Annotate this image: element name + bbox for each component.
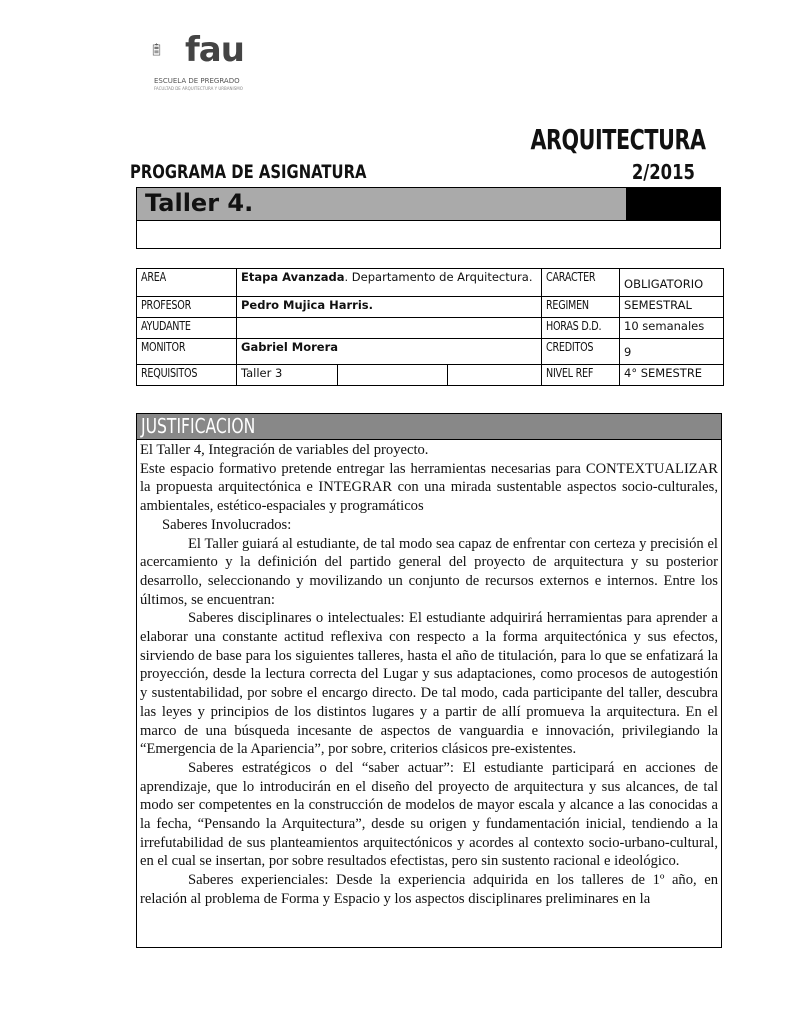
nivel-label: NIVEL REF [542, 365, 620, 386]
info-row-monitor [137, 339, 724, 365]
creditos-label: CREDITOS [542, 339, 620, 365]
area-stage: Etapa Avanzada [241, 270, 345, 284]
requisitos-value: Taller 3 [237, 365, 338, 386]
ayudante-value [237, 318, 542, 339]
justification-section [136, 413, 722, 948]
regimen-label: REGIMEN [542, 297, 620, 318]
career-title: ARQUITECTURA [530, 123, 706, 156]
requisitos-extra-2 [448, 365, 542, 386]
experiential-text: : Desde la experiencia adquirida en los talleres de 1º año, en relación al problema de Forma y Espacio y los aspectos disciplinares preliminares en la [140, 872, 718, 907]
experiential-lead: Saberes experienciales [188, 872, 325, 889]
logo-faculty: FACULTAD DE ARQUITECTURA Y URBANISMO [154, 86, 243, 91]
profesor-value: Pedro Mujica Harris. [237, 297, 542, 318]
area-value [237, 269, 542, 297]
monitor-value: Gabriel Morera [237, 339, 542, 365]
nivel-value: 4° SEMESTRE [620, 365, 724, 386]
info-row-ayudante [137, 318, 724, 339]
course-title-box [136, 187, 721, 249]
area-department: . Departamento de Arquitectura. [344, 270, 533, 284]
justification-paragraph: Saberes Involucrados: [162, 516, 292, 533]
logo-text: fau [185, 30, 244, 70]
area-label: AREA [137, 269, 237, 297]
justification-paragraph: Este espacio formativo pretende entregar las herramientas necesarias para CONTEXTUALIZAR la propuesta arquitectónica e INTEGRAR con una mirada sustentable aspectos socio-culturales, ambientales, estético-espaciales y programáticos [140, 460, 718, 515]
justification-heading: JUSTIFICACION [137, 414, 721, 440]
monitor-label: MONITOR [137, 339, 237, 365]
course-title-bar [137, 188, 627, 221]
term-label: 2/2015 [631, 160, 695, 184]
horas-label: HORAS D.D. [542, 318, 620, 339]
course-title: Taller 4. [145, 189, 254, 217]
regimen-value: SEMESTRAL [620, 297, 724, 318]
ayudante-label: AYUDANTE [137, 318, 237, 339]
info-row-area [137, 269, 724, 297]
program-title: PROGRAMA DE ASIGNATURA [130, 161, 367, 183]
profesor-label: PROFESOR [137, 297, 237, 318]
logo-subtitle: ESCUELA DE PREGRADO [154, 77, 240, 85]
requisitos-label: REQUISITOS [137, 365, 237, 386]
caracter-label: CARACTER [542, 269, 620, 297]
justification-paragraph: Saberes estratégicos o del “saber actuar”: El estudiante participará en acciones de aprendizaje, que lo introducirán en el diseño del proyecto de arquitectura y sus alcances, de tal modo ser competentes en la construcción de modelos de mayor escala y alcance a las conocidas a la fecha, “Pensando la Arquitectura”, desde su origen y fundamentación inicial, tendiendo a la irrefutabilidad de sus planteamientos arquitectónicos y acordes al contexto socio-urbano-cultural, en el cual se insertan, por sobre resultados efectistas, pero sin sustento racional e ideológico. [140, 759, 718, 870]
justification-paragraph [140, 871, 718, 908]
title-black-block [627, 188, 720, 221]
justification-paragraph: El Taller 4, Integración de variables del proyecto. [140, 442, 429, 458]
university-seal-icon [152, 28, 182, 78]
caracter-value: OBLIGATORIO [620, 269, 724, 297]
creditos-value: 9 [620, 339, 724, 365]
justification-body [137, 440, 721, 909]
justification-paragraph: Saberes disciplinares o intelectuales: El estudiante adquirirá herramientas para aprender a elaborar una constante actitud reflexiva con respecto a la forma arquitectónica y sus efectos, sirviendo de base para los siguientes talleres, hasta el año de titulación, para lo que se enfatizará la proyección, desde la lectura correcta del Lugar y sus adaptaciones, como procesos de autogestión y sustentabilidad, por sobre el encargo directo. De tal modo, cada participante del taller, descubra las leyes y principios de los distintos lugares y a partir de allí promueva la arquitectura. En el marco de una búsqueda incesante de aspectos de vanguardia e innovación, privilegiando la “Emergencia de la Apariencia”, por sobre, criterios clásicos pre-existentes. [140, 610, 718, 758]
justification-paragraph: El Taller guiará al estudiante, de tal modo sea capaz de enfrentar con certeza y precisión el acercamiento y la definición del partido general del proyecto de arquitectura y su posterior desarrollo, seleccionando y movilizando un conjunto de recursos externos e internos. Entre los últimos, se encuentran: [140, 535, 718, 608]
requisitos-extra-1 [338, 365, 448, 386]
info-row-requisitos [137, 365, 724, 386]
horas-value: 10 semanales [620, 318, 724, 339]
course-info-table [136, 268, 724, 386]
info-row-profesor [137, 297, 724, 318]
